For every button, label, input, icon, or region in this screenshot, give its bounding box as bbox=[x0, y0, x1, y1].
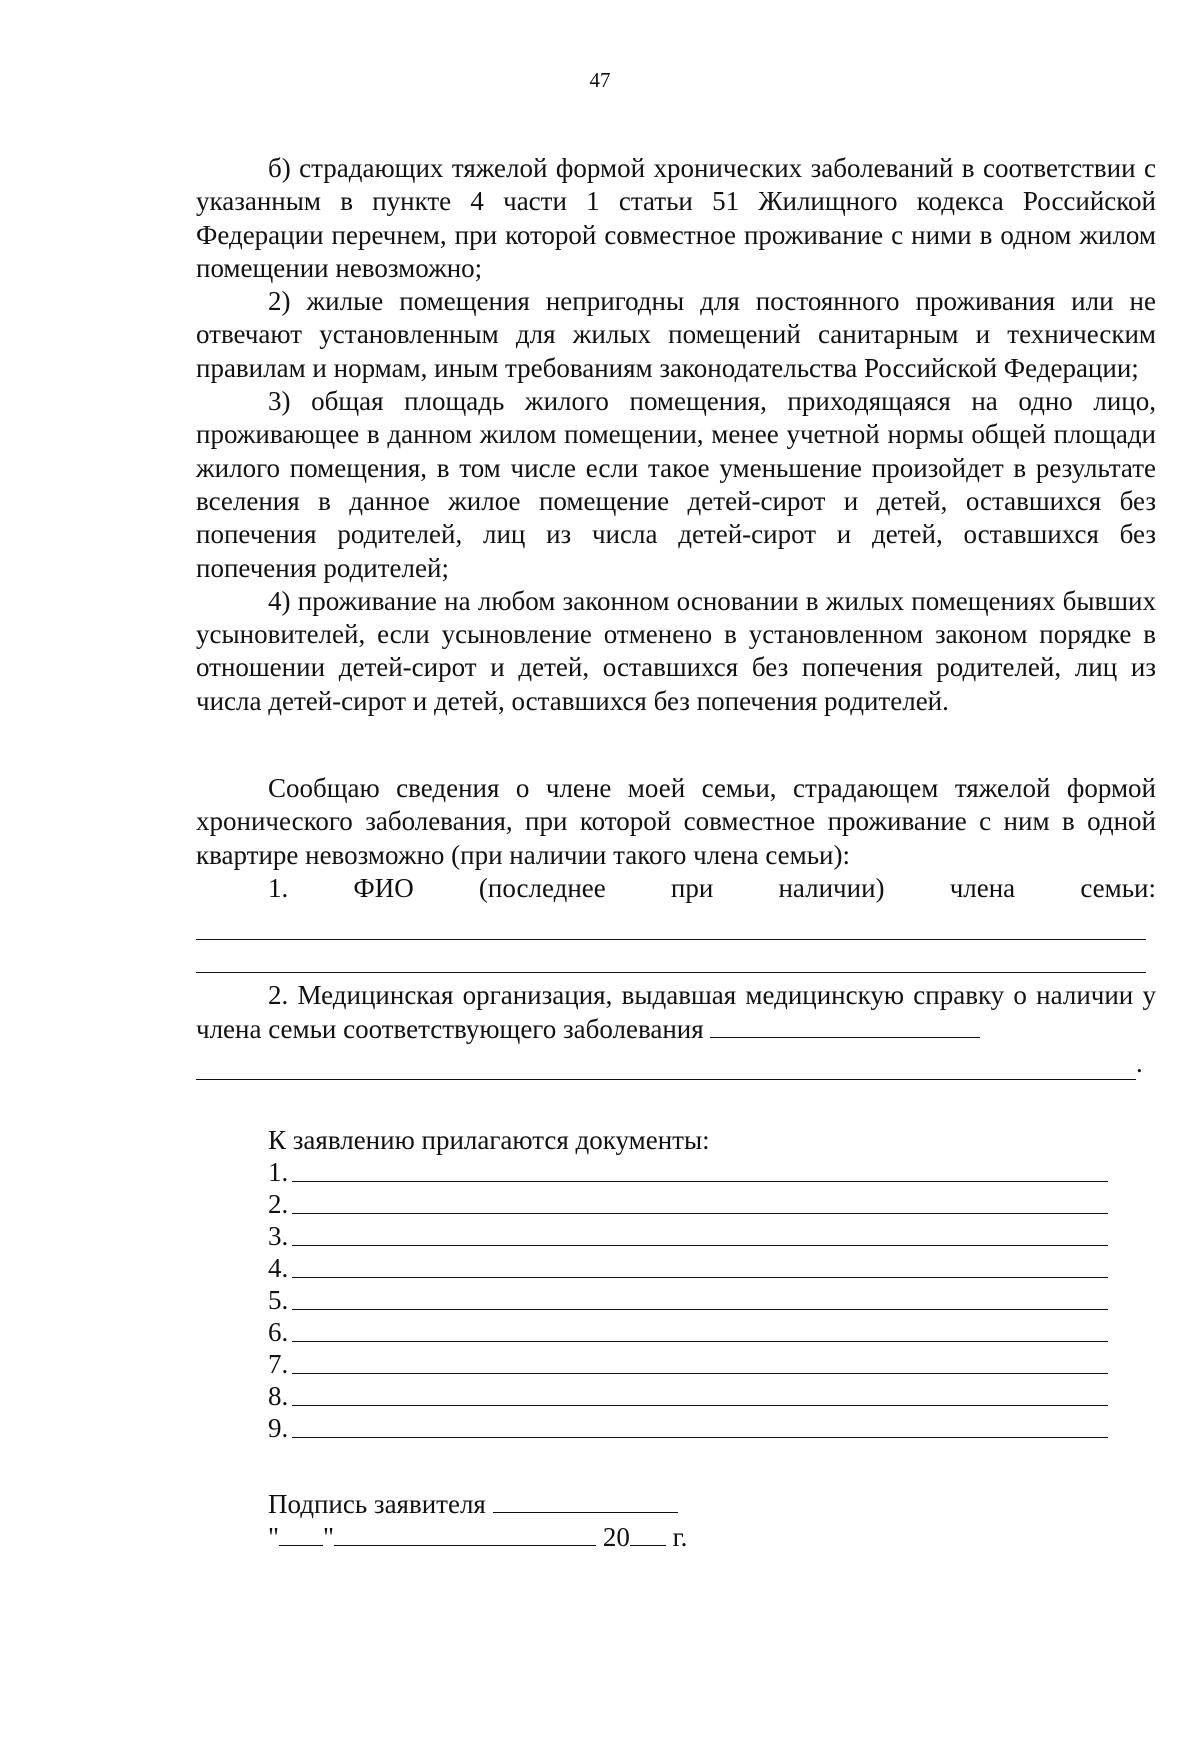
fio-word: наличии) bbox=[778, 872, 885, 903]
document-row bbox=[268, 1380, 1108, 1412]
fio-word: семьи: bbox=[1080, 872, 1156, 903]
date-year-input-line[interactable] bbox=[630, 1525, 666, 1546]
document-number: 3. bbox=[268, 1220, 289, 1251]
page-number: 47 bbox=[589, 68, 611, 92]
date-quote-open: " bbox=[268, 1522, 280, 1553]
document-number: 5. bbox=[268, 1284, 289, 1315]
paragraph-3: 3) общая площадь жилого помещения, приходящаяся на одно лицо, проживающее в данном жилом помещении, менее учетной нормы общей площади жилого помещения, в том числе если такое уменьшение произойдет в результате вселения в данное жилое помещение детей-сирот и детей, оставшихся без попечения родителей, лиц из числа детей-сирот и детей, оставшихся без попечения родителей; bbox=[196, 386, 1156, 583]
medical-org-input-line-2[interactable] bbox=[196, 1054, 1136, 1080]
signature-input-line[interactable] bbox=[493, 1490, 678, 1513]
fio-word: (последнее bbox=[478, 872, 606, 903]
medical-org-text: 2. Медицинская организация, выдавшая медицинскую справку о наличии у члена семьи соответствующего заболевания bbox=[196, 980, 1156, 1044]
signature-label: Подпись заявителя bbox=[268, 1488, 486, 1519]
date-year-prefix: 20 bbox=[602, 1522, 630, 1553]
signature-block bbox=[196, 1488, 1156, 1553]
document-row bbox=[268, 1188, 1108, 1220]
medical-org-paragraph bbox=[196, 979, 1156, 1046]
document-body bbox=[196, 152, 1156, 1553]
date-quote-close: " bbox=[323, 1522, 335, 1553]
document-input-line[interactable] bbox=[292, 1341, 1108, 1342]
document-input-line[interactable] bbox=[292, 1245, 1108, 1246]
medical-org-input-line[interactable] bbox=[710, 1015, 980, 1038]
document-input-line[interactable] bbox=[292, 1405, 1108, 1406]
document-input-line[interactable] bbox=[292, 1437, 1108, 1438]
signature-row bbox=[268, 1488, 1156, 1521]
document-row bbox=[268, 1348, 1108, 1380]
document-row bbox=[268, 1316, 1108, 1348]
fio-word: члена bbox=[949, 872, 1016, 903]
date-suffix: г. bbox=[672, 1522, 688, 1553]
document-input-line[interactable] bbox=[292, 1213, 1108, 1214]
document-number: 2. bbox=[268, 1188, 289, 1219]
fio-input-line-2[interactable] bbox=[196, 940, 1146, 973]
document-row bbox=[268, 1252, 1108, 1284]
document-input-line[interactable] bbox=[292, 1373, 1108, 1374]
document-number: 9. bbox=[268, 1412, 289, 1443]
date-month-input-line[interactable] bbox=[334, 1525, 596, 1546]
document-input-line[interactable] bbox=[292, 1181, 1108, 1182]
fio-input-line-1[interactable] bbox=[196, 905, 1146, 940]
fio-word: при bbox=[670, 872, 714, 903]
attached-documents bbox=[196, 1124, 1156, 1444]
document-number: 7. bbox=[268, 1348, 289, 1379]
documents-title: К заявлению прилагаются документы: bbox=[268, 1124, 710, 1155]
document-row bbox=[268, 1156, 1108, 1188]
period: . bbox=[1136, 1047, 1143, 1078]
document-number: 6. bbox=[268, 1316, 289, 1347]
paragraph-4: 4) проживание на любом законном основании в жилых помещениях бывших усыновителей, если усыновление отменено в установленном законом порядке в отношении детей-сирот и детей, оставшихся без попечения родителей, лиц из числа детей-сирот и детей, оставшихся без попечения родителей. bbox=[196, 585, 1156, 716]
document-row bbox=[268, 1220, 1108, 1252]
document-row bbox=[268, 1412, 1108, 1444]
document-input-line[interactable] bbox=[292, 1277, 1108, 1278]
date-row bbox=[268, 1521, 1156, 1553]
document-input-line[interactable] bbox=[292, 1309, 1108, 1310]
fio-label-row bbox=[196, 872, 1156, 905]
family-intro: Сообщаю сведения о члене моей семьи, страдающем тяжелой формой хронического заболевания, при которой совместное проживание с ним в одной квартире невозможно (при наличии такого члена семьи): bbox=[196, 773, 1156, 870]
paragraph-b: б) страдающих тяжелой формой хронических заболеваний в соответствии с указанным в пункте 4 части 1 статьи 51 Жилищного кодекса Российской Федерации перечнем, при которой совместное проживание с ними в одном жилом помещении невозможно; bbox=[196, 153, 1156, 283]
fio-word: ФИО bbox=[353, 872, 414, 903]
fio-word: 1. bbox=[268, 872, 289, 903]
date-day-input-line[interactable] bbox=[279, 1525, 323, 1546]
document-number: 1. bbox=[268, 1156, 289, 1187]
paragraph-2: 2) жилые помещения непригодны для постоянного проживания или не отвечают установленным для жилых помещений санитарным и техническим правилам и нормам, иным требованиям законодательства Российской Федерации; bbox=[196, 286, 1156, 383]
document-number: 8. bbox=[268, 1380, 289, 1411]
document-number: 4. bbox=[268, 1252, 289, 1283]
document-row bbox=[268, 1284, 1108, 1316]
medical-org-line-row bbox=[196, 1046, 1156, 1080]
